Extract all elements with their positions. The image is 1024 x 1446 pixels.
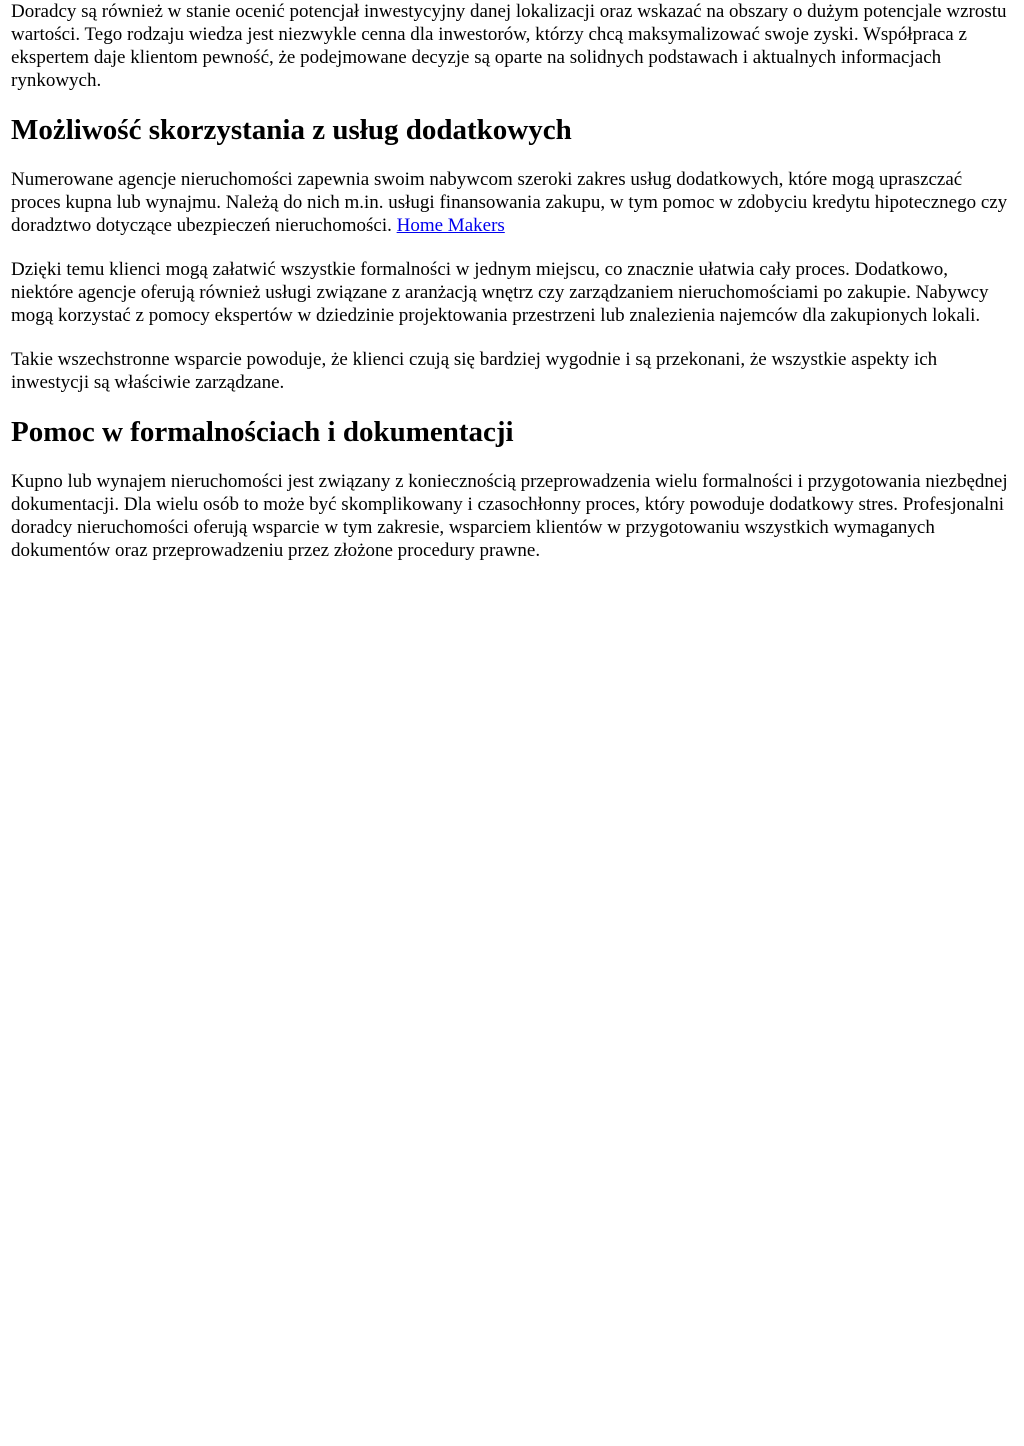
section-heading-formalities: Pomoc w formalnościach i dokumentacji — [11, 416, 514, 448]
services-paragraph-1 — [11, 168, 1014, 237]
home-makers-link[interactable]: Home Makers — [396, 215, 505, 236]
formalities-paragraph-1: Kupno lub wynajem nieruchomości jest związany z koniecznością przeprowadzenia wielu formalności i przygotowania niezbędnej dokumentacji. Dla wielu osób to może być skomplikowany i czasochłonny proces, który powoduje dodatkowy stres. Profesjonalni doradcy nieruchomości oferują wsparcie w tym zakresie, wsparciem klientów w przygotowaniu wszystkich wymaganych dokumentów oraz przeprowadzeniu przez złożone procedury prawne. — [11, 471, 1008, 561]
services-paragraph-1-text: Numerowane agencje nieruchomości zapewnia swoim nabywcom szeroki zakres usług dodatkowych, które mogą upraszczać proces kupna lub wynajmu. Należą do nich m.in. usługi finansowania zakupu, w tym pomoc w zdobyciu kredytu hipotecznego czy doradztwo dotyczące ubezpieczeń nieruchomości. — [11, 169, 1008, 236]
services-paragraph-2: Dzięki temu klienci mogą załatwić wszystkie formalności w jednym miejscu, co znacznie ułatwia cały proces. Dodatkowo, niektóre agencje oferują również usługi związane z aranżacją wnętrz czy zarządzaniem nieruchomościami po zakupie. Nabywcy mogą korzystać z pomocy ekspertów w dziedzinie projektowania przestrzeni lub znalezienia najemców dla zakupionych lokali. — [11, 259, 989, 326]
services-paragraph-3: Takie wszechstronne wsparcie powoduje, że klienci czują się bardziej wygodnie i są przekonani, że wszystkie aspekty ich inwestycji są właściwie zarządzane. — [11, 349, 938, 393]
intro-paragraph: Doradcy są również w stanie ocenić potencjał inwestycyjny danej lokalizacji oraz wskazać na obszary o dużym potencjale wzrostu wartości. Tego rodzaju wiedza jest niezwykle cenna dla inwestorów, którzy chcą maksymalizować swoje zyski. Współpraca z ekspertem daje klientom pewność, że podejmowane decyzje są oparte na solidnych podstawach i aktualnych informacjach rynkowych. — [11, 1, 1007, 91]
section-heading-services: Możliwość skorzystania z usług dodatkowych — [11, 114, 572, 146]
article-body — [0, 0, 1024, 562]
